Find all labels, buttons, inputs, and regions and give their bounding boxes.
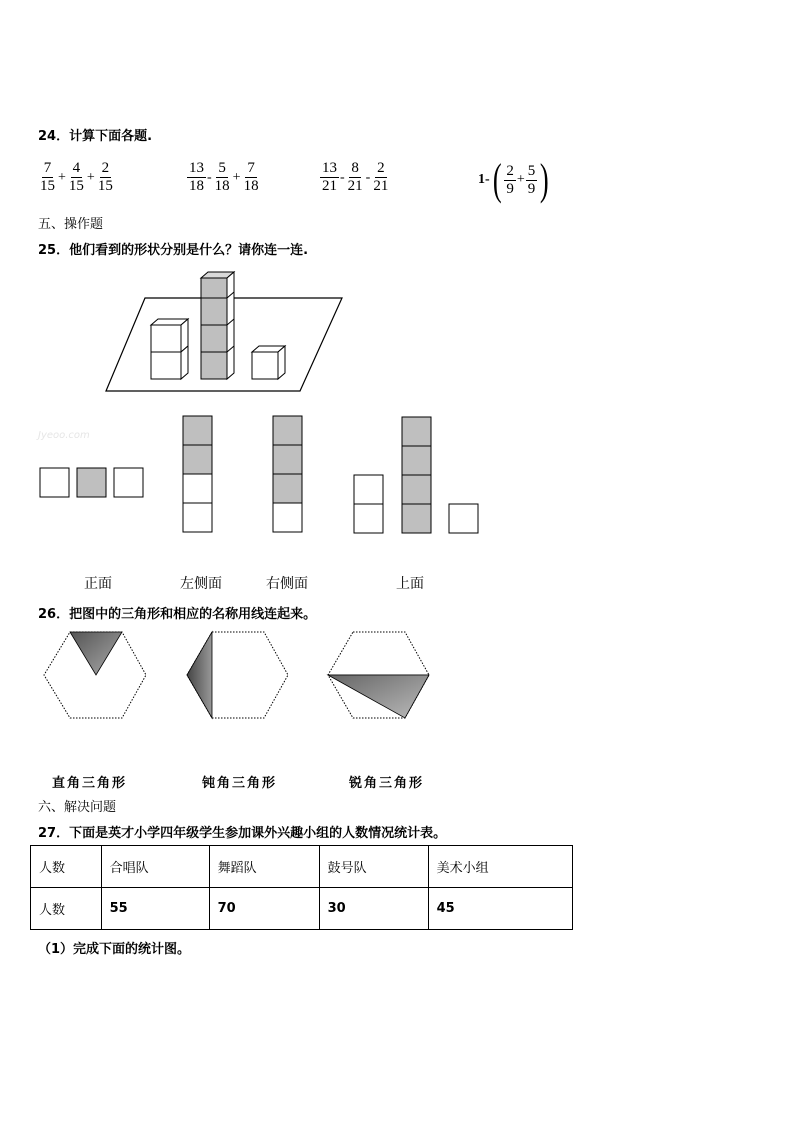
q24-expr-4: 1- ( $\frac{2}{9}$ + $\frac{5}{9}$ ) <box>478 155 549 204</box>
table-cell: 30 <box>319 888 428 930</box>
view-option-column-a <box>183 416 212 532</box>
left-cube-stack <box>151 319 188 379</box>
view-label-right-side: 右侧面 <box>266 576 308 592</box>
q24-expr-2: $\frac{13}{18}$ - $\frac{5}{18}$ + $\frac{7}{18}$ <box>189 160 259 194</box>
table-cell: 55 <box>101 888 209 930</box>
fraction: $\frac{13}{18}$ <box>189 160 204 194</box>
q24-expr-3: $\frac{13}{21}$ - $\frac{8}{21}$ - $\frac{2}{21}$ <box>322 160 389 194</box>
section-5-heading: 五、操作题 <box>38 217 104 232</box>
fraction: $\frac{7}{18}$ <box>243 160 259 194</box>
triangle-label-right: 直角三角形 <box>52 776 128 791</box>
table-cell: 人数 <box>31 846 102 888</box>
watermark: Jyeoo.com <box>38 430 90 441</box>
q27-title: 27．下面是英才小学四年级学生参加课外兴趣小组的人数情况统计表。 <box>38 826 447 841</box>
q24-expr-1: $\frac{7}{15}$ + $\frac{4}{15}$ + $\frac{2}{15}$ <box>40 160 113 194</box>
q25-title: 25．他们看到的形状分别是什么？请你连一连. <box>38 243 309 258</box>
view-options <box>38 414 484 536</box>
stats-table <box>30 845 573 930</box>
fraction: $\frac{4}{15}$ <box>68 160 84 194</box>
fraction: $\frac{2}{15}$ <box>97 160 113 194</box>
fraction: $\frac{5}{9}$ <box>527 162 536 197</box>
fraction: $\frac{5}{18}$ <box>214 160 230 194</box>
fraction: $\frac{8}{21}$ <box>347 160 363 194</box>
table-cell: 合唱队 <box>101 846 209 888</box>
section-6-heading: 六、解决问题 <box>38 800 117 815</box>
q24-title: 24．计算下面各题. <box>38 129 153 144</box>
table-cell: 70 <box>209 888 319 930</box>
view-option-group <box>354 417 478 533</box>
q27-sub1: （1）完成下面的统计图。 <box>38 942 191 957</box>
view-option-column-b <box>273 416 302 532</box>
table-cell: 美术小组 <box>428 846 572 888</box>
table-row <box>31 888 573 930</box>
view-label-left-side: 左侧面 <box>180 576 222 592</box>
hexagon-triangles-figure <box>40 625 440 723</box>
cube-stacks-3d-figure <box>100 268 350 396</box>
table-cell: 人数 <box>31 888 102 930</box>
fraction: $\frac{7}{15}$ <box>40 160 55 194</box>
q26-title: 26．把图中的三角形和相应的名称用线连起来。 <box>38 607 317 622</box>
middle-cube-stack <box>201 272 234 379</box>
hexagon-acute <box>44 632 146 718</box>
table-cell: 鼓号队 <box>319 846 428 888</box>
view-label-front: 正面 <box>84 576 112 592</box>
triangle-label-obtuse: 钝角三角形 <box>202 776 278 791</box>
view-option-row <box>40 468 143 497</box>
table-cell: 舞蹈队 <box>209 846 319 888</box>
table-header-row <box>31 846 573 888</box>
hexagon-obtuse <box>328 632 429 718</box>
table-cell: 45 <box>428 888 572 930</box>
fraction: $\frac{2}{21}$ <box>373 160 389 194</box>
fraction: $\frac{13}{21}$ <box>322 160 337 194</box>
right-single-cube <box>252 346 285 379</box>
triangle-label-acute: 锐角三角形 <box>349 776 425 791</box>
view-label-top: 上面 <box>396 576 424 592</box>
fraction: $\frac{2}{9}$ <box>506 162 514 197</box>
hexagon-right <box>187 632 288 718</box>
